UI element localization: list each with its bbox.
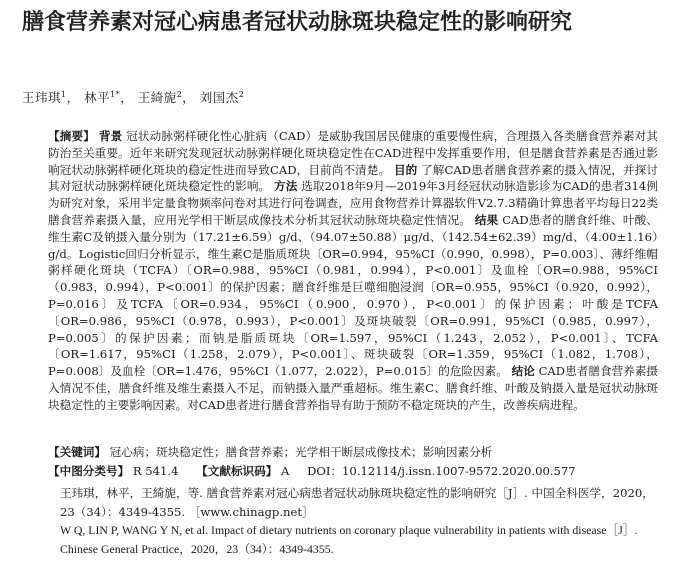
methods-text: 选取2018年9月—2019年3月经冠状动脉造影诊为CAD的患者314例为研究对象，采用半定量食物频率问卷对其进行问卷调查，应用食物营养计算器软件V2.7.3精确计算患者平均每日22类膳食营养素摄入量，应用光学相干断层成像技术分析其冠状动脉斑块稳定性情况。 (48, 179, 658, 227)
background-label: 背景 (98, 129, 123, 143)
paper-title: 膳食营养素对冠心病患者冠状动脉斑块稳定性的影响研究 (22, 10, 573, 35)
author-name: 王玮琪 (22, 90, 62, 105)
abstract (48, 128, 658, 414)
document-code-value: A (281, 464, 290, 478)
document-code-label: 【文献标识码】 (196, 464, 278, 478)
conclusion-text: CAD患者膳食营养素摄入情况不佳，膳食纤维及维生素摄入不足，而钠摄入量严重超标。维生素C、膳食纤维、叶酸及钠摄入量是冠状动脉斑块稳定性的主要影响因素。对CAD患者进行膳食营养指导有助于预防不稳定斑块的产生，改善疾病进程。 (48, 364, 659, 412)
author-name: 王綺旎 (137, 90, 177, 105)
doi: DOI：10.12114/j.issn.1007-9572.2020.00.577 (307, 464, 576, 478)
background-text: 冠状动脉粥样硬化性心脏病（CAD）是威胁我国居民健康的重要慢性病，合理摄入各类膳食营养素对其防治至关重要。近年来研究发现冠状动脉粥样硬化斑块稳定性在CAD进程中发挥重要作用，但是膳食营养素是否通过影响冠状动脉粥样硬化斑块的稳定性进而导致CAD，目前尚不清楚。 (48, 129, 658, 177)
citation-english: W Q, LIN P, WANG Y N, et al. Impact of dietary nutrients on coronary plaque vulnerability in patients with disease［J］. Chinese General Practice，2020，23（34）：4349-4355. (60, 523, 638, 556)
keywords-value: 冠心病；斑块稳定性；膳食营养素；光学相干断层成像技术；影响因素分析 (109, 445, 493, 459)
objective-label: 目的 (393, 162, 418, 177)
keywords-label: 【关键词】 (48, 445, 106, 459)
citation-chinese: 王玮琪，林平，王綺旎，等. 膳食营养素对冠心病患者冠状动脉斑块稳定性的影响研究［J］. 中国全科医学，2020，23（34）：4349-4355. ［www.chinagp.net］ (60, 486, 654, 519)
methods-label: 方法 (274, 179, 298, 194)
author-list: 王玮琪$^1$， 林平$^{1*}$， 王綺旎$^2$， 刘国杰$^2$ (22, 89, 245, 105)
objective-text: 了解CAD患者膳食营养素的摄入情况，并探讨其对冠状动脉粥样硬化斑块稳定性的影响。 (48, 162, 658, 194)
author-affiliation: 1* (110, 89, 121, 99)
classification-label: 【中图分类号】 (48, 464, 130, 478)
keywords (48, 444, 668, 460)
results-label: 结果 (474, 212, 499, 227)
author-affiliation: 1 (61, 89, 67, 99)
author-name: 林平 (84, 90, 111, 105)
classification-value: R 541.4 (132, 464, 179, 478)
author-affiliation: 2 (238, 89, 245, 99)
author-affiliation: 2 (176, 89, 183, 99)
classification-row (48, 463, 668, 479)
author-name: 刘国杰 (199, 90, 239, 105)
abstract-label: 【摘要】 (48, 129, 95, 143)
results-text: CAD患者的膳食纤维、叶酸、维生素C及钠摄入量分别为（17.21±6.59）g/d、（94.07±50.88）μg/d、（142.54±62.39）mg/d、（4.00±1.16）g/d。Logistic回归分析显示，维生素C是脂质斑块〔OR=0.994，95%CI（0.990，0.998），P=0.003〕、薄纤维帽粥样硬化斑块（TCFA）〔OR=0.988，95%CI（0.981，0.994），P<0.001〕及血栓〔OR=0.988，95%CI（0.983，0.994），P<0.001〕的保护因素；膳食纤维是巨噬细胞浸润〔OR=0.955，95%CI（0.920，0.992），P=0.016〕及TCFA〔OR=0.934，95%CI（0.900，0.970），P<0.001〕的保护因素；叶酸是TCFA〔OR=0.986，95%CI（0.978，0.993），P<0.001〕及斑块破裂〔OR=0.991，95%CI（0.985，0.997），P=0.005〕的保护因素；而钠是脂质斑块〔OR=1.597，95%CI（1.243，2.052），P<0.001〕、TCFA〔OR=1.617，95%CI（1.258，2.079），P<0.001〕、斑块破裂〔OR=1.359，95%CI（1.082，1.708），P=0.008〕及血栓〔OR=1.476，95%CI（1.077，2.022），P=0.015〕的危险因素。 (48, 212, 658, 379)
conclusion-label: 结论 (511, 364, 535, 379)
